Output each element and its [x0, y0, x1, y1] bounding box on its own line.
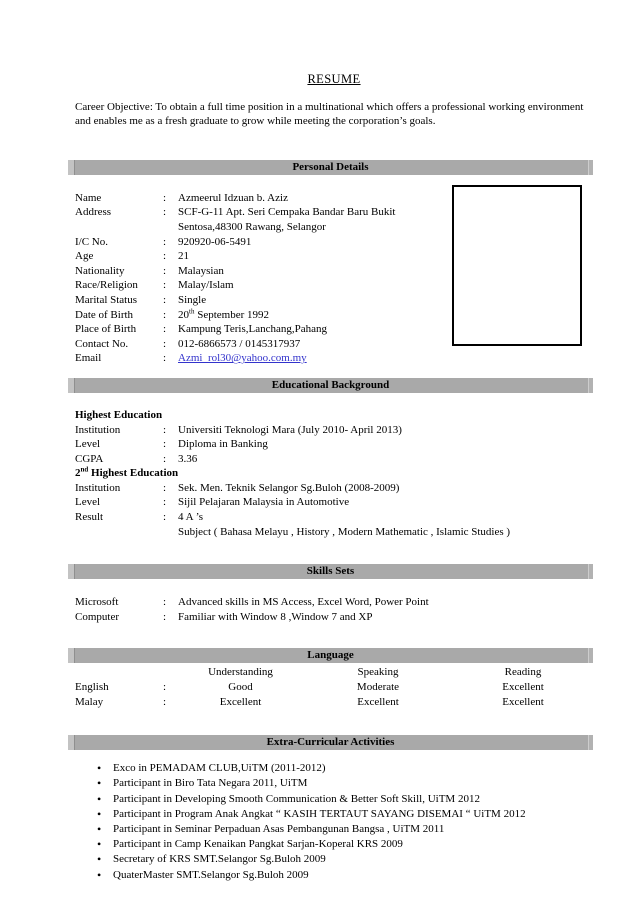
field-label: Institution [75, 423, 121, 436]
field-label: Computer [75, 610, 119, 623]
language-rating: Excellent [357, 695, 399, 708]
field-value: 920920-06-5491 [178, 235, 252, 248]
colon-separator: : [163, 337, 167, 350]
heading-number: 2 [75, 467, 81, 480]
skills-row-microsoft [75, 595, 593, 610]
language-rating: Excellent [502, 681, 544, 694]
field-label: Place of Birth [75, 323, 137, 336]
field-value: 012-6866573 / 0145317937 [178, 337, 301, 350]
skills-row-computer [75, 610, 593, 625]
column-header-speaking: Speaking [357, 666, 399, 679]
field-label: Name [75, 191, 102, 204]
field-label: Address [75, 206, 112, 219]
list-item: • Exco in PEMADAM CLUB,UiTM (2011-2012) [97, 761, 593, 776]
list-item: • QuaterMaster SMT.Selangor Sg.Buloh 2009 [97, 868, 593, 883]
language-rating: Moderate [356, 681, 400, 694]
colon-separator: : [163, 264, 167, 277]
field-label: Marital Status [75, 293, 138, 306]
field-value: Universiti Teknologi Mara (July 2010- April 2013) [178, 423, 402, 436]
field-label: Age [75, 250, 94, 263]
field-label: Nationality [75, 264, 125, 277]
field-label: CGPA [75, 452, 104, 465]
field-label: Institution [75, 481, 121, 494]
colon-separator: : [163, 423, 167, 436]
field-value: Malaysian [178, 264, 224, 277]
section-header-language: Language [68, 648, 593, 663]
section-header-skills-sets: Skills Sets [68, 564, 593, 579]
colon-separator: : [163, 235, 167, 248]
education-section [75, 408, 593, 539]
section-header-extra-curricular: Extra-Curricular Activities [68, 735, 593, 750]
language-rating: Good [228, 681, 253, 694]
field-value: Sek. Men. Teknik Selangor Sg.Buloh (2008-2009) [178, 481, 400, 494]
language-header-row [75, 665, 593, 680]
colon-separator: : [163, 308, 167, 321]
colon-separator: : [163, 352, 167, 365]
dob-day: 20 [178, 308, 189, 321]
field-value: Azmeerul Idzuan b. Aziz [178, 191, 288, 204]
list-item: • Participant in Program Anak Angkat “ KASIH TERTAUT SAYANG DISEMAI “ UiTM 2012 [97, 807, 593, 822]
dob-month-year: September 1992 [194, 308, 269, 321]
heading-text: Highest Education [88, 467, 179, 480]
language-rating: Excellent [219, 695, 262, 708]
colon-separator: : [163, 481, 167, 494]
field-label: Email [75, 352, 102, 365]
field-label: Result [75, 511, 104, 524]
list-item: • Participant in Developing Smooth Communication & Better Soft Skill, UiTM 2012 [97, 792, 593, 807]
field-value [178, 351, 593, 366]
page-title: RESUME [307, 72, 361, 86]
field-value: Malay/Islam [178, 279, 234, 292]
section-header-personal-details: Personal Details [68, 160, 593, 175]
photo-placeholder [452, 185, 582, 346]
address-line-1: SCF-G-11 Apt. Seri Cempaka Bandar Baru Bukit [178, 206, 396, 219]
field-label: Race/Religion [75, 279, 138, 292]
education-row-level-2 [75, 495, 593, 510]
colon-separator: : [163, 293, 167, 306]
language-table [75, 665, 593, 709]
colon-separator: : [163, 695, 167, 708]
result-subjects: Subject ( Bahasa Melayu , History , Modern Mathematic , Islamic Studies ) [178, 525, 511, 538]
list-item: • Participant in Seminar Perpaduan Asas Pembangunan Bangsa , UiTM 2011 [97, 822, 593, 837]
colon-separator: : [163, 250, 167, 263]
colon-separator: : [163, 610, 167, 623]
empty-cell [163, 665, 178, 680]
field-value: Single [178, 293, 207, 306]
colon-separator: : [163, 511, 167, 524]
field-value: Advanced skills in MS Access, Excel Word, Power Point [178, 596, 429, 609]
language-row-english [75, 680, 593, 695]
field-value: 21 [178, 250, 189, 263]
colon-separator: : [163, 496, 167, 509]
list-item: • Secretary of KRS SMT.Selangor Sg.Buloh 2009 [97, 852, 593, 867]
colon-separator: : [163, 279, 167, 292]
colon-separator: : [163, 596, 167, 609]
list-item: • Participant in Biro Tata Negara 2011, UiTM [97, 776, 593, 791]
field-value [178, 510, 593, 539]
career-objective: Career Objective: To obtain a full time position in a multinational which offers a professional working environment and enables me as a fresh graduate to grow while meeting the corporation’s goals. [75, 100, 584, 128]
colon-separator: : [163, 452, 167, 465]
personal-row-email [75, 351, 593, 366]
colon-separator: : [163, 191, 167, 204]
field-value: Kampung Teris,Lanchang,Pahang [178, 323, 328, 336]
field-label: Contact No. [75, 337, 129, 350]
activities-list [75, 761, 593, 882]
section-header-educational-background: Educational Background [68, 378, 593, 393]
result-grade: 4 A ’s [178, 511, 204, 524]
dob-ordinal-suffix: th [189, 306, 195, 315]
education-row-cgpa [75, 452, 593, 467]
colon-separator: : [163, 681, 167, 694]
colon-separator: : [163, 438, 167, 451]
field-value: Familiar with Window 8 ,Window 7 and XP [178, 610, 373, 623]
education-row-level [75, 437, 593, 452]
language-row-malay [75, 695, 593, 710]
language-name: Malay [75, 695, 104, 708]
field-label: I/C No. [75, 235, 108, 248]
education-row-institution [75, 423, 593, 438]
skills-section [75, 595, 593, 624]
empty-cell [75, 665, 163, 680]
colon-separator: : [163, 323, 167, 336]
field-value: Sijil Pelajaran Malaysia in Automotive [178, 496, 350, 509]
field-value: 3.36 [178, 452, 198, 465]
address-line-2: Sentosa,48300 Rawang, Selangor [178, 220, 326, 233]
list-item: • Participant in Camp Kenaikan Pangkat Sarjan-Koperal KRS 2009 [97, 837, 593, 852]
colon-separator: : [163, 206, 167, 219]
education-row-result [75, 510, 593, 539]
column-header-understanding: Understanding [208, 666, 273, 679]
language-rating: Excellent [502, 695, 544, 708]
education-row-institution-2 [75, 481, 593, 496]
heading-ordinal-suffix: nd [80, 465, 89, 474]
highest-education-heading: Highest Education [75, 408, 163, 421]
field-label: Level [75, 438, 101, 451]
field-value: Diploma in Banking [178, 438, 268, 451]
field-label: Microsoft [75, 596, 119, 609]
second-highest-education-heading [75, 466, 593, 481]
field-label: Date of Birth [75, 308, 134, 321]
language-name: English [75, 681, 109, 694]
column-header-reading: Reading [504, 666, 542, 679]
field-label: Level [75, 496, 101, 509]
email-link[interactable]: Azmi_rol30@yahoo.com.my [178, 352, 307, 365]
